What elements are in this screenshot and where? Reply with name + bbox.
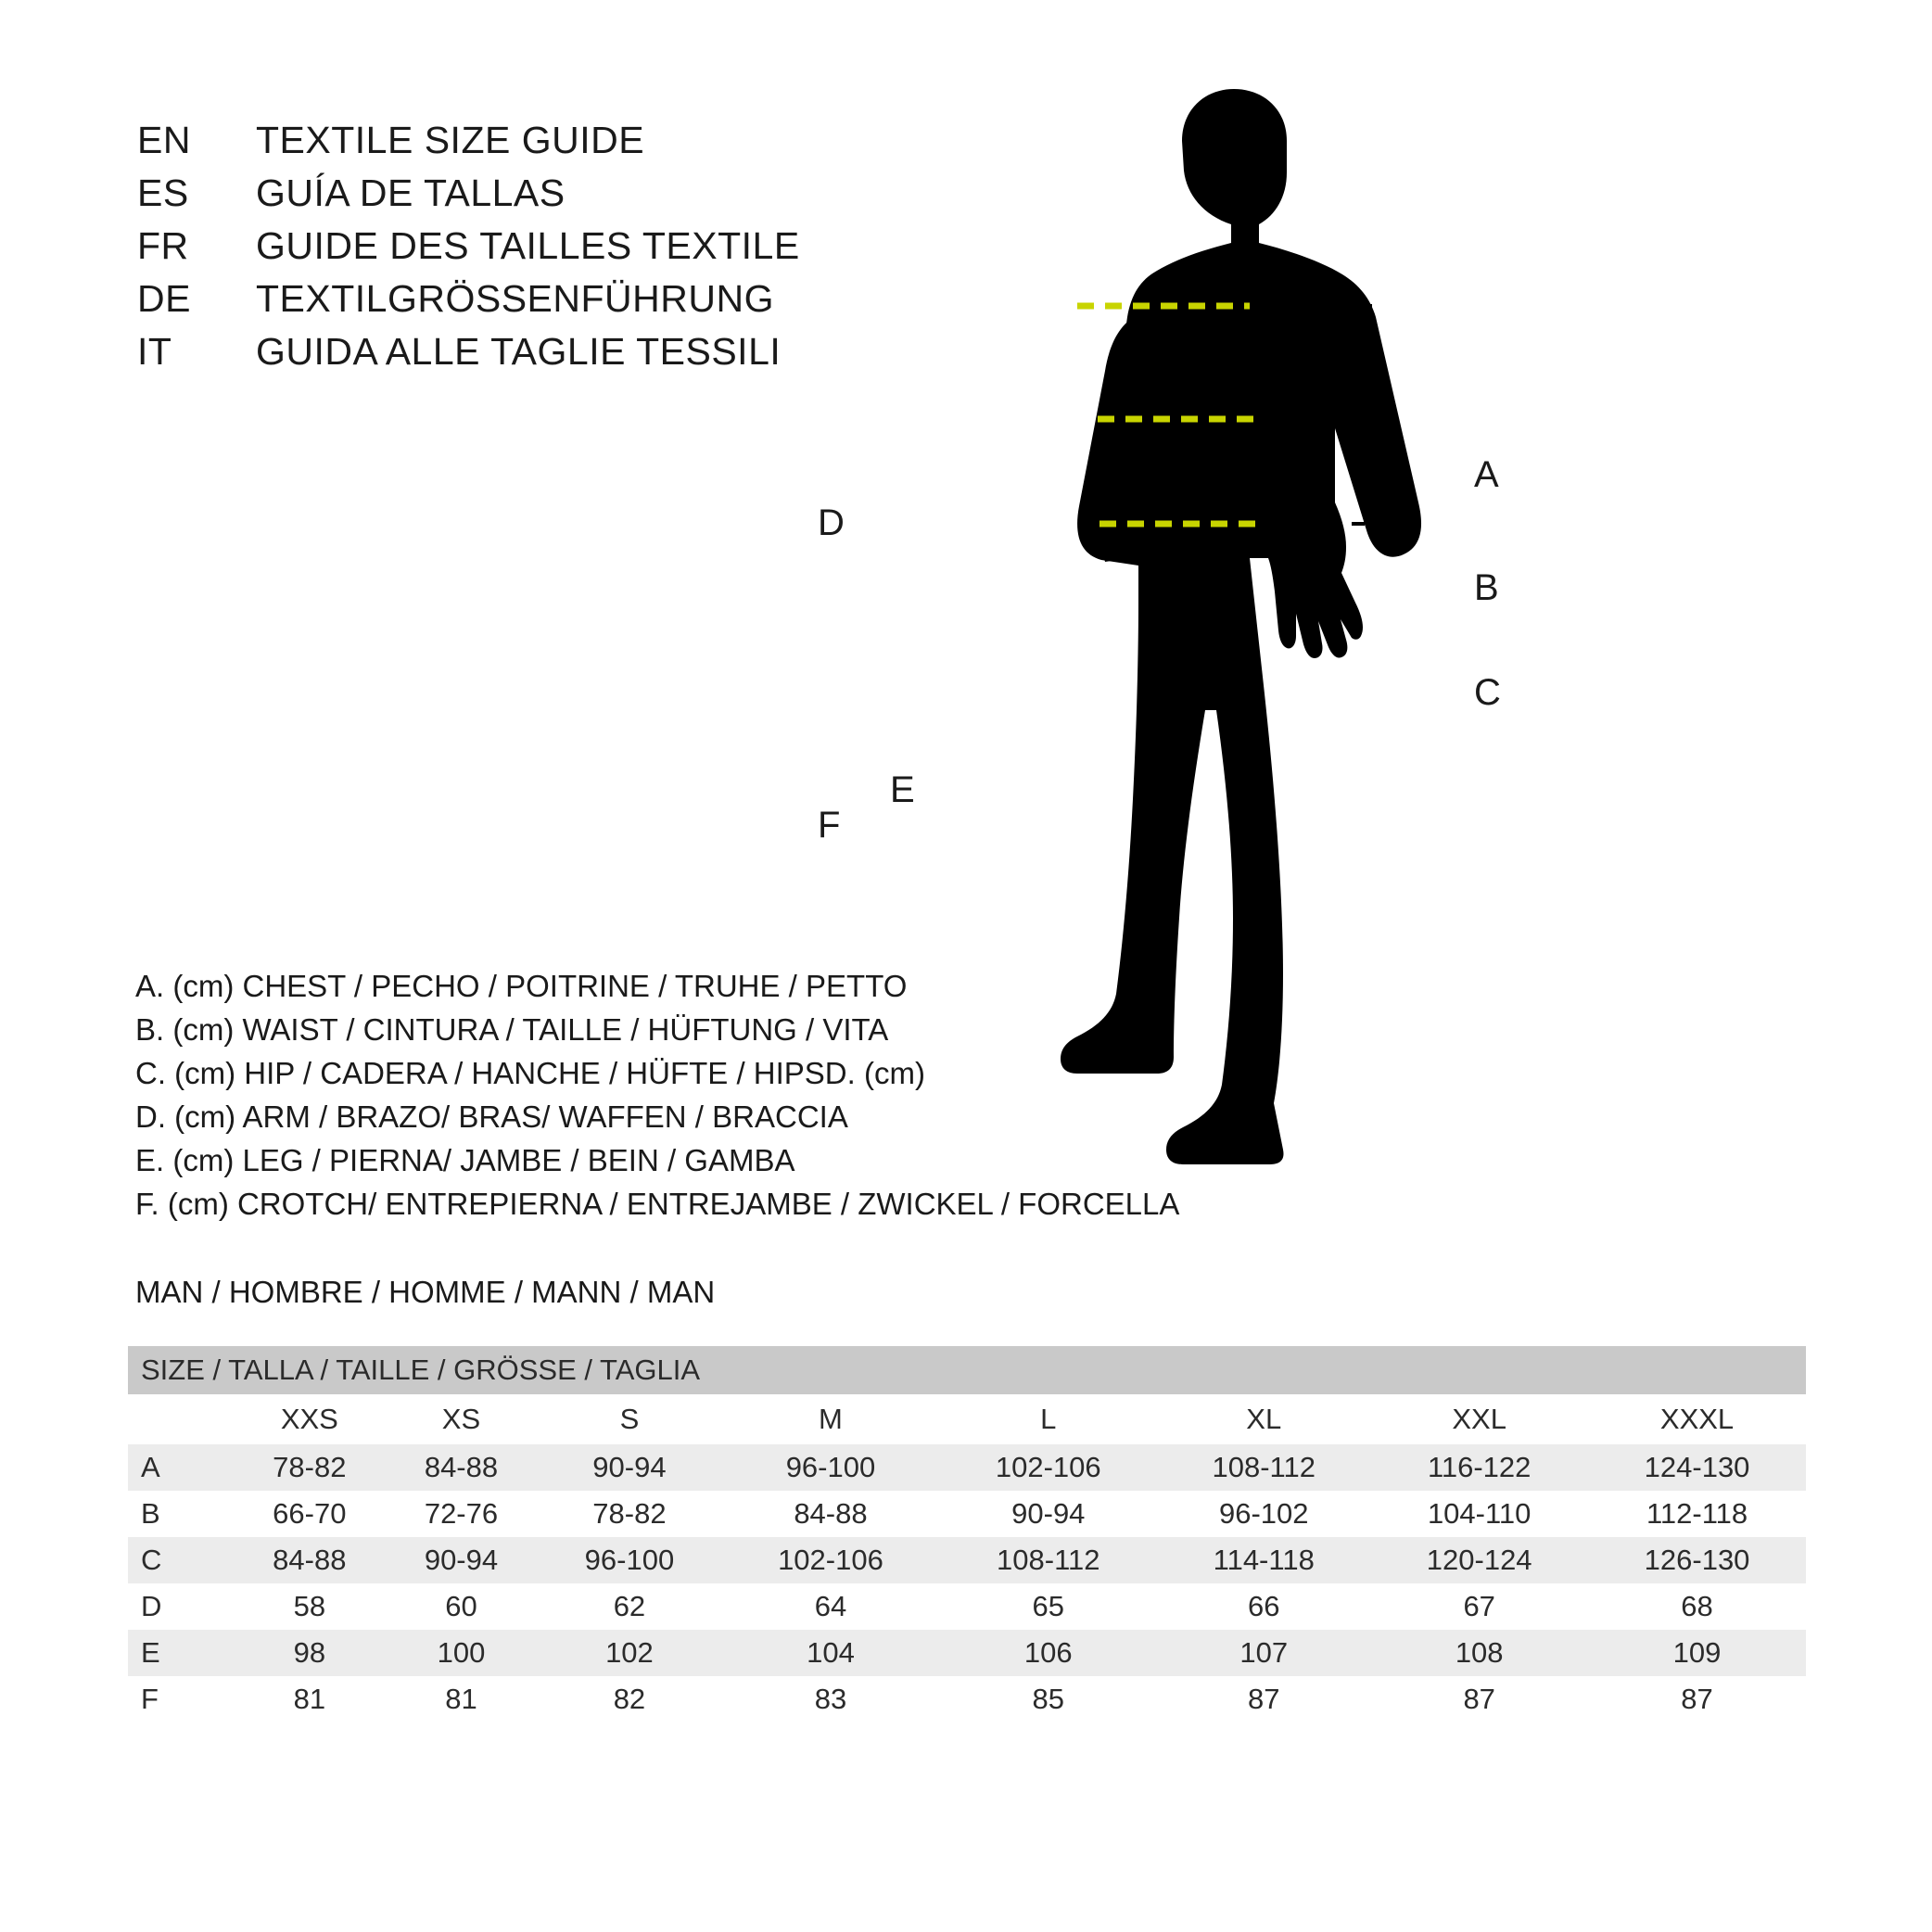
cell-e-m: 104 [722,1630,940,1676]
cell-d-xxxl: 68 [1588,1583,1806,1630]
cell-c-xxs: 84-88 [234,1537,386,1583]
size-header-m: M [722,1394,940,1444]
cell-e-l: 106 [939,1630,1157,1676]
cell-f-xs: 81 [386,1676,538,1722]
gender-label: MAN / HOMBRE / HOMME / MANN / MAN [135,1275,716,1309]
title-row [137,277,800,330]
dimension-label-d: D [818,502,845,543]
table-row [128,1444,1806,1491]
table-sizes-row [128,1394,1806,1444]
table-row [128,1630,1806,1676]
title-row [137,172,800,224]
size-header-xxl: XXL [1370,1394,1588,1444]
cell-b-m: 84-88 [722,1491,940,1537]
table-row [128,1583,1806,1630]
cell-f-xxxl: 87 [1588,1676,1806,1722]
cell-d-m: 64 [722,1583,940,1630]
title-lang-fr: FR [137,224,189,267]
cell-d-xxs: 58 [234,1583,386,1630]
row-label-d: D [128,1583,234,1630]
row-label-a: A [128,1444,234,1491]
cell-a-s: 90-94 [537,1444,721,1491]
size-header-xxs: XXS [234,1394,386,1444]
cell-b-xxs: 66-70 [234,1491,386,1537]
legend-item-d: D. (cm) ARM / BRAZO/ BRAS/ WAFFEN / BRACCIA [135,1099,848,1134]
title-lang-it: IT [137,330,172,373]
legend-item-a: A. (cm) CHEST / PECHO / POITRINE / TRUHE / PETTO [135,969,908,1003]
row-label-f: F [128,1676,234,1722]
title-text-en: TEXTILE SIZE GUIDE [256,119,645,161]
size-diagram [818,83,1882,1224]
cell-f-xl: 87 [1157,1676,1370,1722]
dimension-label-e: E [890,769,915,810]
title-block [137,119,800,383]
dimension-label-f: F [818,805,841,845]
cell-a-xxxl: 124-130 [1588,1444,1806,1491]
size-header-s: S [537,1394,721,1444]
table-row [128,1676,1806,1722]
cell-e-xs: 100 [386,1630,538,1676]
cell-d-xs: 60 [386,1583,538,1630]
cell-e-xxxl: 109 [1588,1630,1806,1676]
size-header-xxxl: XXXL [1588,1394,1806,1444]
legend-item-c: C. (cm) HIP / CADERA / HANCHE / HÜFTE / HIPSD. (cm) [135,1056,925,1090]
row-label-b: B [128,1491,234,1537]
cell-b-xs: 72-76 [386,1491,538,1537]
legend-item-f: F. (cm) CROTCH/ ENTREPIERNA / ENTREJAMBE / ZWICKEL / FORCELLA [135,1187,1180,1221]
cell-c-xl: 114-118 [1157,1537,1370,1583]
table-row [128,1491,1806,1537]
table-header-label: SIZE / TALLA / TAILLE / GRÖSSE / TAGLIA [128,1346,1806,1394]
title-lang-de: DE [137,277,191,320]
cell-e-xxl: 108 [1370,1630,1588,1676]
title-row [137,119,800,172]
legend-item-b: B. (cm) WAIST / CINTURA / TAILLE / HÜFTUNG / VITA [135,1012,889,1047]
cell-e-xl: 107 [1157,1630,1370,1676]
title-text-de: TEXTILGRÖSSENFÜHRUNG [256,277,774,320]
legend-item-e: E. (cm) LEG / PIERNA/ JAMBE / BEIN / GAMBA [135,1143,795,1177]
cell-c-xxxl: 126-130 [1588,1537,1806,1583]
size-header-xs: XS [386,1394,538,1444]
cell-b-xxl: 104-110 [1370,1491,1588,1537]
cell-c-s: 96-100 [537,1537,721,1583]
cell-f-l: 85 [939,1676,1157,1722]
size-table [128,1346,1806,1722]
cell-b-l: 90-94 [939,1491,1157,1537]
table-row [128,1537,1806,1583]
title-text-es: GUÍA DE TALLAS [256,172,566,214]
cell-d-xl: 66 [1157,1583,1370,1630]
cell-d-s: 62 [537,1583,721,1630]
title-lang-en: EN [137,119,191,161]
cell-c-xs: 90-94 [386,1537,538,1583]
title-row [137,330,800,383]
cell-a-xxs: 78-82 [234,1444,386,1491]
cell-c-m: 102-106 [722,1537,940,1583]
title-text-fr: GUIDE DES TAILLES TEXTILE [256,224,800,267]
cell-e-s: 102 [537,1630,721,1676]
cell-a-xs: 84-88 [386,1444,538,1491]
cell-f-xxl: 87 [1370,1676,1588,1722]
title-text-it: GUIDA ALLE TAGLIE TESSILI [256,330,782,373]
title-row [137,224,800,277]
cell-b-xl: 96-102 [1157,1491,1370,1537]
row-label-c: C [128,1537,234,1583]
sizes-row-corner [128,1394,234,1444]
cell-c-l: 108-112 [939,1537,1157,1583]
cell-d-xxl: 67 [1370,1583,1588,1630]
cell-f-xxs: 81 [234,1676,386,1722]
title-lang-es: ES [137,172,189,214]
cell-a-xl: 108-112 [1157,1444,1370,1491]
callout-label-b: B [1474,567,1499,608]
cell-c-xxl: 120-124 [1370,1537,1588,1583]
cell-f-s: 82 [537,1676,721,1722]
cell-f-m: 83 [722,1676,940,1722]
man-silhouette [1061,89,1421,1164]
cell-e-xxs: 98 [234,1630,386,1676]
callout-label-c: C [1474,672,1501,713]
cell-b-s: 78-82 [537,1491,721,1537]
cell-d-l: 65 [939,1583,1157,1630]
cell-a-m: 96-100 [722,1444,940,1491]
table-header-row [128,1346,1806,1394]
size-header-xl: XL [1157,1394,1370,1444]
cell-a-xxl: 116-122 [1370,1444,1588,1491]
callout-label-a: A [1474,454,1499,495]
cell-b-xxxl: 112-118 [1588,1491,1806,1537]
size-header-l: L [939,1394,1157,1444]
cell-a-l: 102-106 [939,1444,1157,1491]
row-label-e: E [128,1630,234,1676]
